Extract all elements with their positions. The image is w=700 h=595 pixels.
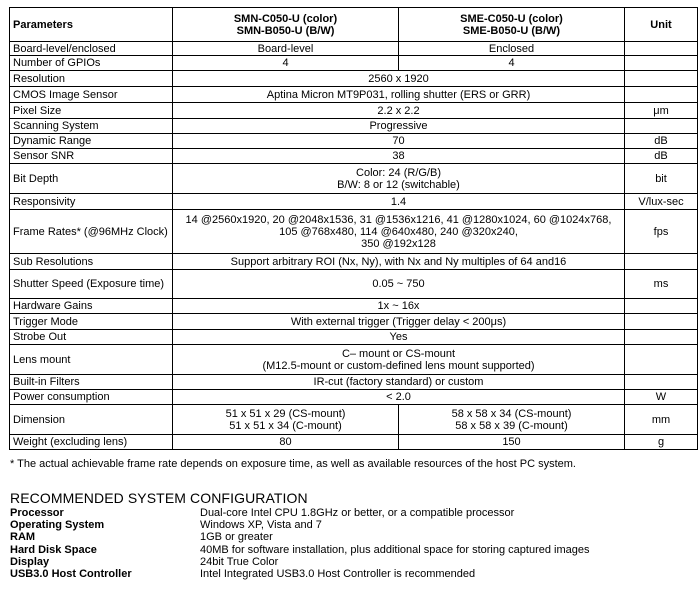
unit-cell <box>625 42 698 56</box>
unit-cell: W <box>625 390 698 405</box>
param-label: Number of GPIOs <box>10 56 173 71</box>
header-smn-bw: SMN-B050-U (B/W) <box>236 24 335 37</box>
config-row <box>10 568 590 580</box>
framerates-line-1: 14 @2560x1920, 20 @2048x1536, 31 @1536x1216, 41 @1280x1024, 60 @1024x768, <box>185 213 612 226</box>
param-label: Resolution <box>10 71 173 87</box>
unit-cell: fps <box>625 210 698 254</box>
table-row <box>10 435 698 450</box>
table-row <box>10 270 698 299</box>
unit-cell <box>625 314 698 330</box>
dimension-sme-cs: 58 x 58 x 34 (CS-mount) <box>451 407 572 420</box>
value-shared <box>173 345 625 375</box>
framerates-line-3: 350 @192x128 <box>361 237 436 250</box>
framerates-line-2: 105 @768x480, 114 @640x480, 240 @320x240, <box>279 225 518 238</box>
table-row <box>10 299 698 314</box>
table-row <box>10 194 698 210</box>
param-label: Board-level/enclosed <box>10 42 173 56</box>
value-shared: Aptina Micron MT9P031, rolling shutter (ERS or GRR) <box>173 87 625 103</box>
config-value: Dual-core Intel CPU 1.8GHz or better, or a compatible processor <box>200 507 515 519</box>
value-shared: Progressive <box>173 119 625 134</box>
value-shared: Yes <box>173 330 625 345</box>
param-label: Shutter Speed (Exposure time) <box>10 270 173 299</box>
unit-cell <box>625 345 698 375</box>
param-label: Weight (excluding lens) <box>10 435 173 450</box>
frame-rate-footnote: * The actual achievable frame rate depends on exposure time, as well as available resources of the host PC system. <box>10 458 576 470</box>
value-shared <box>173 210 625 254</box>
value-shared: 1x ~ 16x <box>173 299 625 314</box>
unit-cell <box>625 299 698 314</box>
config-key: RAM <box>10 531 36 544</box>
unit-cell <box>625 119 698 134</box>
unit-cell: dB <box>625 149 698 164</box>
value-shared: 2560 x 1920 <box>173 71 625 87</box>
unit-cell <box>625 71 698 87</box>
table-row <box>10 405 698 435</box>
table-row <box>10 375 698 390</box>
config-value: Intel Integrated USB3.0 Host Controller is recommended <box>200 567 476 580</box>
unit-cell: g <box>625 435 698 450</box>
param-label: Frame Rates* (@96MHz Clock) <box>10 210 173 254</box>
unit-cell <box>625 56 698 71</box>
table-row <box>10 254 698 270</box>
value-shared: IR-cut (factory standard) or custom <box>173 375 625 390</box>
param-label: CMOS Image Sensor <box>10 87 173 103</box>
bitdepth-bw: B/W: 8 or 12 (switchable) <box>337 178 460 191</box>
spec-table <box>9 7 698 450</box>
unit-cell: ms <box>625 270 698 299</box>
header-parameters: Parameters <box>10 8 173 42</box>
header-sme-color: SME-C050-U (color) <box>460 12 563 25</box>
table-row <box>10 149 698 164</box>
value-shared: 38 <box>173 149 625 164</box>
unit-cell <box>625 375 698 390</box>
table-row <box>10 134 698 149</box>
config-row <box>10 531 590 543</box>
unit-cell <box>625 254 698 270</box>
lens-line-2: (M12.5-mount or custom-defined lens mount supported) <box>262 359 535 372</box>
header-smn-color: SMN-C050-U (color) <box>233 12 338 25</box>
unit-cell: μm <box>625 103 698 119</box>
config-key: Operating System <box>10 519 105 532</box>
param-label: Sensor SNR <box>10 149 173 164</box>
unit-cell <box>625 330 698 345</box>
bitdepth-color: Color: 24 (R/G/B) <box>356 166 441 179</box>
unit-cell: mm <box>625 405 698 435</box>
value-shared <box>173 164 625 194</box>
table-row <box>10 119 698 134</box>
value-shared: 0.05 ~ 750 <box>173 270 625 299</box>
table-row <box>10 164 698 194</box>
param-label: Scanning System <box>10 119 173 134</box>
table-row <box>10 71 698 87</box>
dimension-smn-c: 51 x 51 x 34 (C-mount) <box>229 419 342 432</box>
lens-line-1: C– mount or CS-mount <box>341 347 456 360</box>
header-sme <box>399 8 625 42</box>
unit-cell <box>625 87 698 103</box>
table-row <box>10 103 698 119</box>
param-label: Lens mount <box>10 345 173 375</box>
param-label: Dynamic Range <box>10 134 173 149</box>
config-row <box>10 519 590 531</box>
param-label: Bit Depth <box>10 164 173 194</box>
config-row <box>10 507 590 519</box>
param-label: Power consumption <box>10 390 173 405</box>
table-row <box>10 390 698 405</box>
table-row <box>10 210 698 254</box>
table-header-row <box>10 8 698 42</box>
config-key: Display <box>10 555 50 568</box>
dimension-smn-cs: 51 x 51 x 29 (CS-mount) <box>225 407 346 420</box>
config-value: 40MB for software installation, plus additional space for storing captured images <box>200 543 590 556</box>
value-shared: < 2.0 <box>173 390 625 405</box>
header-smn <box>173 8 399 42</box>
value-shared: With external trigger (Trigger delay < 200μs) <box>173 314 625 330</box>
dimension-sme-c: 58 x 58 x 39 (C-mount) <box>455 419 568 432</box>
param-label: Built-in Filters <box>10 375 173 390</box>
param-label: Strobe Out <box>10 330 173 345</box>
unit-cell: bit <box>625 164 698 194</box>
value-smn: 4 <box>173 56 399 71</box>
param-label: Trigger Mode <box>10 314 173 330</box>
table-row <box>10 345 698 375</box>
param-label: Sub Resolutions <box>10 254 173 270</box>
table-row <box>10 56 698 71</box>
value-shared: 70 <box>173 134 625 149</box>
value-sme: 150 <box>399 435 625 450</box>
value-shared: Support arbitrary ROI (Nx, Ny), with Nx and Ny multiples of 64 and16 <box>173 254 625 270</box>
param-label: Responsivity <box>10 194 173 210</box>
header-sme-bw: SME-B050-U (B/W) <box>462 24 561 37</box>
table-row <box>10 87 698 103</box>
value-sme: Enclosed <box>399 42 625 56</box>
config-key: Hard Disk Space <box>10 543 97 556</box>
value-smn: 80 <box>173 435 399 450</box>
unit-cell: V/lux-sec <box>625 194 698 210</box>
config-value: 24bit True Color <box>200 555 279 568</box>
table-row <box>10 42 698 56</box>
recommended-config-title: RECOMMENDED SYSTEM CONFIGURATION <box>10 490 308 506</box>
value-sme <box>399 405 625 435</box>
value-smn: Board-level <box>173 42 399 56</box>
value-shared: 1.4 <box>173 194 625 210</box>
table-row <box>10 314 698 330</box>
header-unit: Unit <box>625 8 698 42</box>
value-sme: 4 <box>399 56 625 71</box>
config-key: Processor <box>10 507 64 519</box>
param-label: Hardware Gains <box>10 299 173 314</box>
value-smn <box>173 405 399 435</box>
value-shared: 2.2 x 2.2 <box>173 103 625 119</box>
config-value: Windows XP, Vista and 7 <box>200 519 322 532</box>
table-row <box>10 330 698 345</box>
config-key: USB3.0 Host Controller <box>10 567 132 580</box>
param-label: Dimension <box>10 405 173 435</box>
param-label: Pixel Size <box>10 103 173 119</box>
config-row <box>10 556 590 568</box>
recommended-config-list <box>10 507 590 580</box>
config-row <box>10 544 590 556</box>
config-value: 1GB or greater <box>200 531 273 544</box>
unit-cell: dB <box>625 134 698 149</box>
